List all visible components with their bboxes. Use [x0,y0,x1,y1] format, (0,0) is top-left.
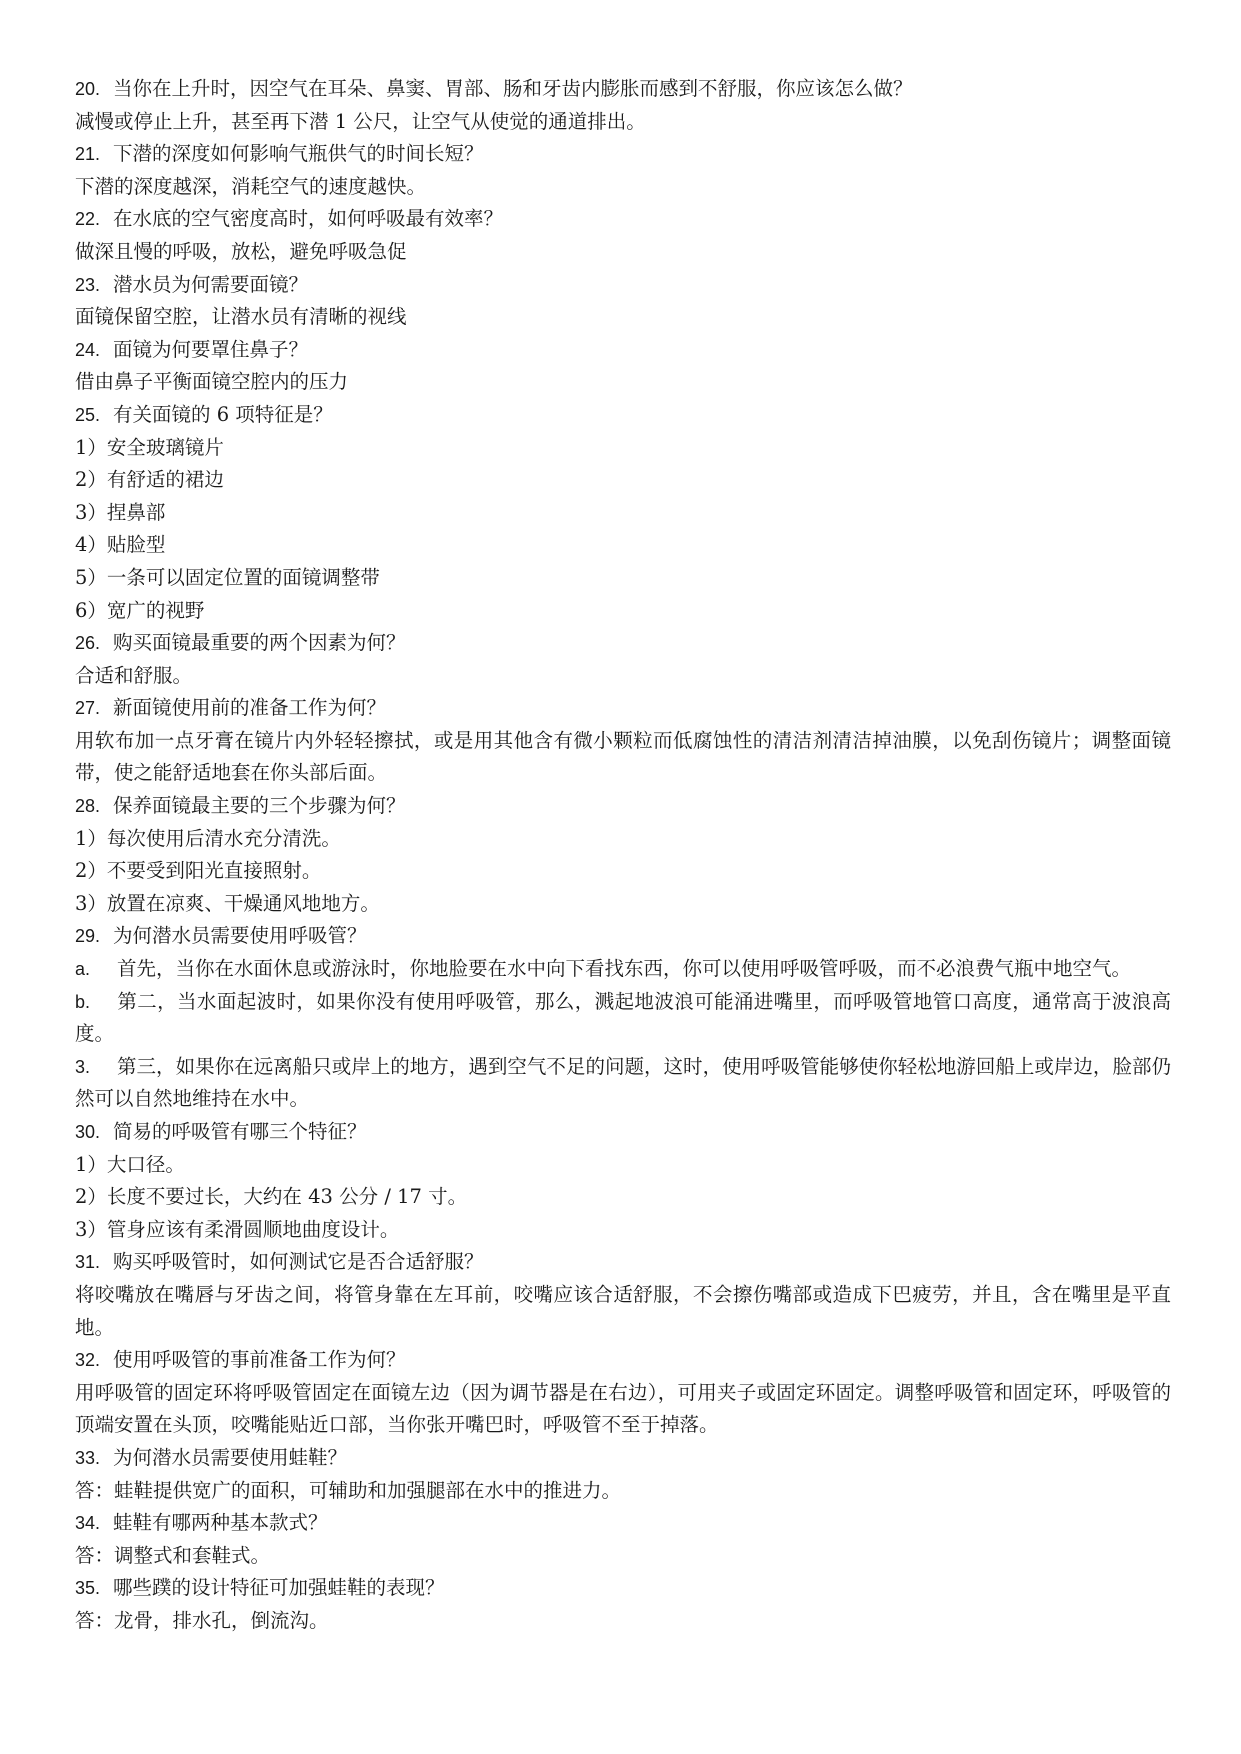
answer-29-c: 3. 第三，如果你在远离船只或岸上的地方，遇到空气不足的问题，这时，使用呼吸管能够使你轻松地游回船上或岸边，脸部仍然可以自然地维持在水中。 [75,1054,1171,1111]
question-29: 29. 为何潜水员需要使用呼吸管？ [75,924,367,948]
question-20: 20. 当你在上升时，因空气在耳朵、鼻窦、胃部、肠和牙齿内膨胀而感到不舒服，你应该怎么做？ [75,77,913,100]
question-26: 26. 购买面镜最重要的两个因素为何？ [75,631,406,655]
document-page [75,73,1171,1638]
answer-32: 用呼吸管的固定环将呼吸管固定在面镜左边（因为调节器是在右边），可用夹子或固定环固定。调整呼吸管和固定环，呼吸管的顶端安置在头顶，咬嘴能贴近口部，当你张开嘴巴时，呼吸管不至于掉落。 [75,1380,1171,1437]
question-21: 21. 下潜的深度如何影响气瓶供气的时间长短？ [75,142,484,166]
answer-27: 用软布加一点牙膏在镜片内外轻轻擦拭，或是用其他含有微小颗粒而低腐蚀性的清洁剂清洁掉油膜，以免刮伤镜片；调整面镜带，使之能舒适地套在你头部后面。 [75,728,1171,785]
list-item: 4）贴脸型 [75,533,166,557]
list-item: 2）长度不要过长，大约在 43 公分 / 17 寸。 [75,1185,468,1209]
question-25: 25. 有关面镜的 6 项特征是？ [75,402,333,426]
question-30: 30. 简易的呼吸管有哪三个特征？ [75,1120,367,1143]
list-item: 3）管身应该有柔滑圆顺地曲度设计。 [75,1217,400,1241]
list-item: 2）不要受到阳光直接照射。 [75,859,322,883]
question-24: 24. 面镜为何要罩住鼻子？ [75,337,309,361]
list-item: 1）每次使用后清水充分清洗。 [75,826,341,850]
question-31: 31. 购买呼吸管时，如何测试它是否合适舒服？ [75,1250,484,1274]
list-item: 3）放置在凉爽、干燥通风地地方。 [75,891,380,915]
list-item: 5）一条可以固定位置的面镜调整带 [75,565,380,589]
list-item: 1）大口径。 [75,1152,185,1176]
answer-23: 面镜保留空腔，让潜水员有清晰的视线 [75,305,407,329]
list-item: 2）有舒适的裙边 [75,468,224,492]
question-23: 23. 潜水员为何需要面镜？ [75,272,309,296]
question-35: 35. 哪些蹼的设计特征可加强蛙鞋的表现？ [75,1576,445,1600]
answer-31: 将咬嘴放在嘴唇与牙齿之间，将管身靠在左耳前，咬嘴应该合适舒服，不会擦伤嘴部或造成下巴疲劳，并且，含在嘴里是平直地。 [75,1282,1171,1339]
answer-34: 答：调整式和套鞋式。 [75,1543,271,1567]
answer-29-b: b. 第二，当水面起波时，如果你没有使用呼吸管，那么，溅起地波浪可能涌进嘴里，而呼吸管地管口高度，通常高于波浪高度。 [75,989,1171,1046]
question-27: 27. 新面镜使用前的准备工作为何？ [75,696,387,720]
answer-26: 合适和舒服。 [75,663,193,687]
answer-29-a: a. 首先，当你在水面休息或游泳时，你地脸要在水中向下看找东西，你可以使用呼吸管呼吸，而不必浪费气瓶中地空气。 [75,957,1132,981]
list-item: 6）宽广的视野 [75,598,205,622]
answer-33: 答：蛙鞋提供宽广的面积，可辅助和加强腿部在水中的推进力。 [75,1478,622,1502]
answer-35: 答：龙骨，排水孔，倒流沟。 [75,1608,329,1632]
question-32: 32. 使用呼吸管的事前准备工作为何？ [75,1348,406,1372]
question-22: 22. 在水底的空气密度高时，如何呼吸最有效率？ [75,207,504,231]
answer-24: 借由鼻子平衡面镜空腔内的压力 [75,370,349,394]
list-item: 1）安全玻璃镜片 [75,435,224,459]
question-34: 34. 蛙鞋有哪两种基本款式？ [75,1511,328,1535]
question-33: 33. 为何潜水员需要使用蛙鞋？ [75,1445,348,1469]
answer-20: 减慢或停止上升，甚至再下潜 1 公尺，让空气从使觉的通道排出。 [75,109,646,133]
list-item: 3）捏鼻部 [75,500,166,524]
question-28: 28. 保养面镜最主要的三个步骤为何？ [75,794,406,818]
answer-21: 下潜的深度越深，消耗空气的速度越快。 [75,174,427,198]
answer-22: 做深且慢的呼吸，放松，避免呼吸急促 [75,239,407,263]
